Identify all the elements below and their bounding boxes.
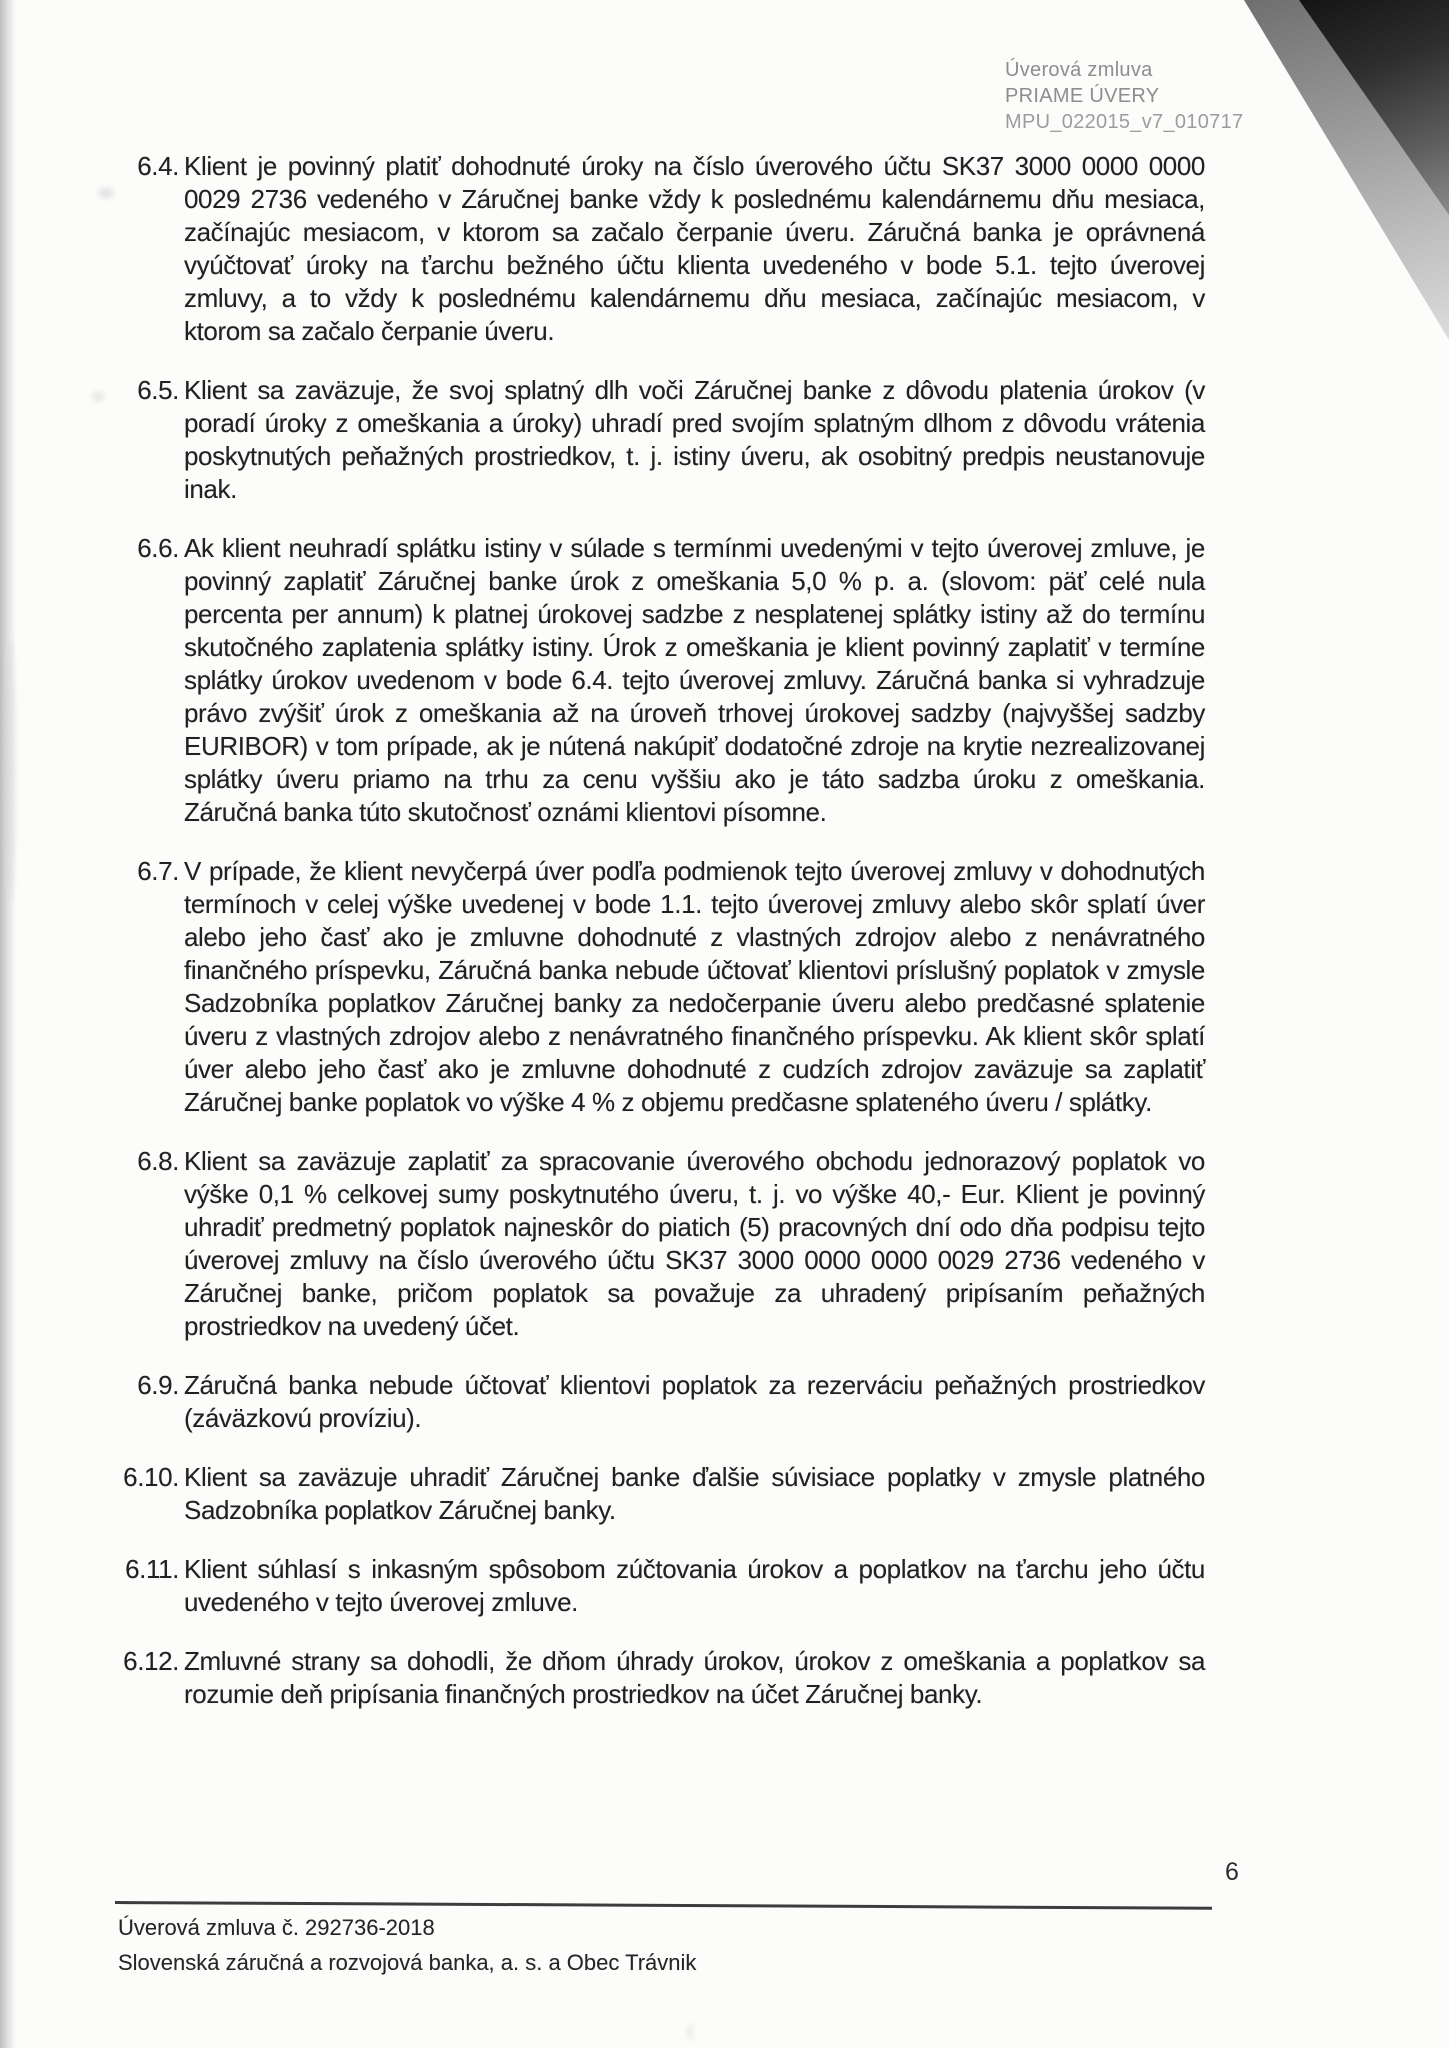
contract-clauses	[123, 150, 1205, 1737]
clause-number: 6.12.	[123, 1646, 179, 1676]
clause-number: 6.7.	[137, 856, 179, 886]
clause-text: Ak klient neuhradí splátku istiny v súlade s termínmi uvedenými v tejto úverovej zmluve, je povinný zaplatiť Záručnej banke úrok z omeškania 5,0 % p. a. (slovom: päť celé nula percenta per annum) k platnej úrokovej sadzbe z nesplatenej splátky istiny až do termínu skutočného zaplatenia splátky istiny. Úrok z omeškania je klient povinný zaplatiť v termíne splátky úrokov uvedenom v bode 6.4. tejto úverovej zmluvy. Záručná banka si vyhradzuje právo zvýšiť úrok z omeškania až na úroveň trhovej úrokovej sadzby (najvyššej sadzby EURIBOR) v tom prípade, ak je nútená nakúpiť dodatočné zdroje na krytie nezrealizovanej splátky úveru priamo na trhu za cenu vyššiu ako je táto sadzba úroku z omeškania. Záručná banka túto skutočnosť oznámi klientovi písomne.	[184, 533, 1205, 827]
clause-number: 6.5.	[137, 375, 179, 405]
clause-number: 6.8.	[137, 1146, 179, 1176]
footer-contract-number: Úverová zmluva č. 292736-2018	[118, 1915, 435, 1940]
clause-number: 6.10.	[123, 1462, 179, 1492]
scan-smudge	[92, 392, 104, 401]
clause-6-7	[137, 855, 1205, 1119]
clause-text: Zmluvné strany sa dohodli, že dňom úhrady úrokov, úrokov z omeškania a poplatkov sa rozumie deň pripísania finančných prostriedkov na účet Záručnej banky.	[184, 1646, 1205, 1709]
clause-6-8	[137, 1145, 1205, 1343]
clause-6-6	[137, 532, 1205, 829]
clause-number: 6.11.	[125, 1554, 179, 1584]
clause-text: Klient sa zaväzuje, že svoj splatný dlh voči Záručnej banke z dôvodu platenia úrokov (v poradí úroky z omeškania a úroky) uhradí pred svojím splatným dlhom z dôvodu vrátenia poskytnutých peňažných prostriedkov, t. j. istiny úveru, ak osobitný predpis neustanovuje inak.	[184, 375, 1205, 504]
scan-smudge	[98, 188, 114, 198]
clause-6-4	[137, 150, 1205, 348]
clause-6-10	[123, 1461, 1205, 1527]
document-header	[1005, 57, 1243, 135]
scan-smudge	[688, 2024, 692, 2040]
clause-text: V prípade, že klient nevyčerpá úver podľa podmienok tejto úverovej zmluvy v dohodnutých termínoch v celej výške uvedenej v bode 1.1. tejto úverovej zmluvy alebo skôr splatí úver alebo jeho časť ako je zmluvne dohodnuté z vlastných zdrojov alebo z nenávratného finančného príspevku, Záručná banka nebude účtovať klientovi príslušný poplatok v zmysle Sadzobníka poplatkov Záručnej banky za nedočerpanie úveru alebo predčasné splatenie úveru z vlastných zdrojov alebo z nenávratného finančného príspevku. Ak klient skôr splatí úver alebo jeho časť ako je zmluvne dohodnuté z cudzích zdrojov zaväzuje sa zaplatiť Záručnej banke poplatok vo výške 4 % z objemu predčasne splateného úveru / splátky.	[184, 856, 1205, 1117]
clause-text: Klient sa zaväzuje uhradiť Záručnej banke ďalšie súvisiace poplatky v zmysle platného Sadzobníka poplatkov Záručnej banky.	[184, 1462, 1205, 1525]
header-form-code: MPU_022015_v7_010717	[1005, 111, 1244, 133]
clause-text: Záručná banka nebude účtovať klientovi poplatok za rezerváciu peňažných prostriedkov (záväzkovú províziu).	[184, 1370, 1205, 1433]
footer-parties: Slovenská záručná a rozvojová banka, a. s. a Obec Trávnik	[118, 1950, 697, 1975]
scan-smudge	[6, 640, 16, 900]
scan-edge-shadow	[0, 0, 16, 2048]
clause-number: 6.9.	[137, 1370, 179, 1400]
clause-text: Klient sa zaväzuje zaplatiť za spracovanie úverového obchodu jednorazový poplatok vo výške 0,1 % celkovej sumy poskytnutého úveru, t. j. vo výške 40,- Eur. Klient je povinný uhradiť predmetný poplatok najneskôr do piatich (5) pracovných dní odo dňa podpisu tejto úverovej zmluvy na číslo úverového účtu SK37 3000 0000 0000 0029 2736 vedeného v Záručnej banke, pričom poplatok sa považuje za uhradený pripísaním peňažných prostriedkov na uvedený účet.	[184, 1146, 1205, 1341]
footer-divider	[115, 1901, 1212, 1910]
clause-text: Klient je povinný platiť dohodnuté úroky na číslo úverového účtu SK37 3000 0000 0000 0029 2736 vedeného v Záručnej banke vždy k poslednému kalendárnemu dňu mesiaca, začínajúc mesiacom, v ktorom sa začalo čerpanie úveru. Záručná banka je oprávnená vyúčtovať úroky na ťarchu bežného účtu klienta uvedeného v bode 5.1. tejto úverovej zmluvy, a to vždy k poslednému kalendárnemu dňu mesiaca, začínajúc mesiacom, v ktorom sa začalo čerpanie úveru.	[184, 151, 1205, 346]
clause-number: 6.6.	[137, 533, 179, 563]
clause-6-9	[137, 1369, 1205, 1435]
document-footer	[118, 1910, 696, 1980]
clause-6-11	[125, 1553, 1205, 1619]
header-product-line: PRIAME ÚVERY	[1005, 85, 1160, 107]
clause-6-5	[137, 374, 1205, 506]
clause-text: Klient súhlasí s inkasným spôsobom zúčtovania úrokov a poplatkov na ťarchu jeho účtu uvedeného v tejto úverovej zmluve.	[184, 1554, 1205, 1617]
clause-number: 6.4.	[137, 151, 179, 181]
clause-6-12	[123, 1645, 1205, 1711]
header-doc-type: Úverová zmluva	[1005, 59, 1153, 81]
page-number: 6	[1225, 1858, 1239, 1886]
